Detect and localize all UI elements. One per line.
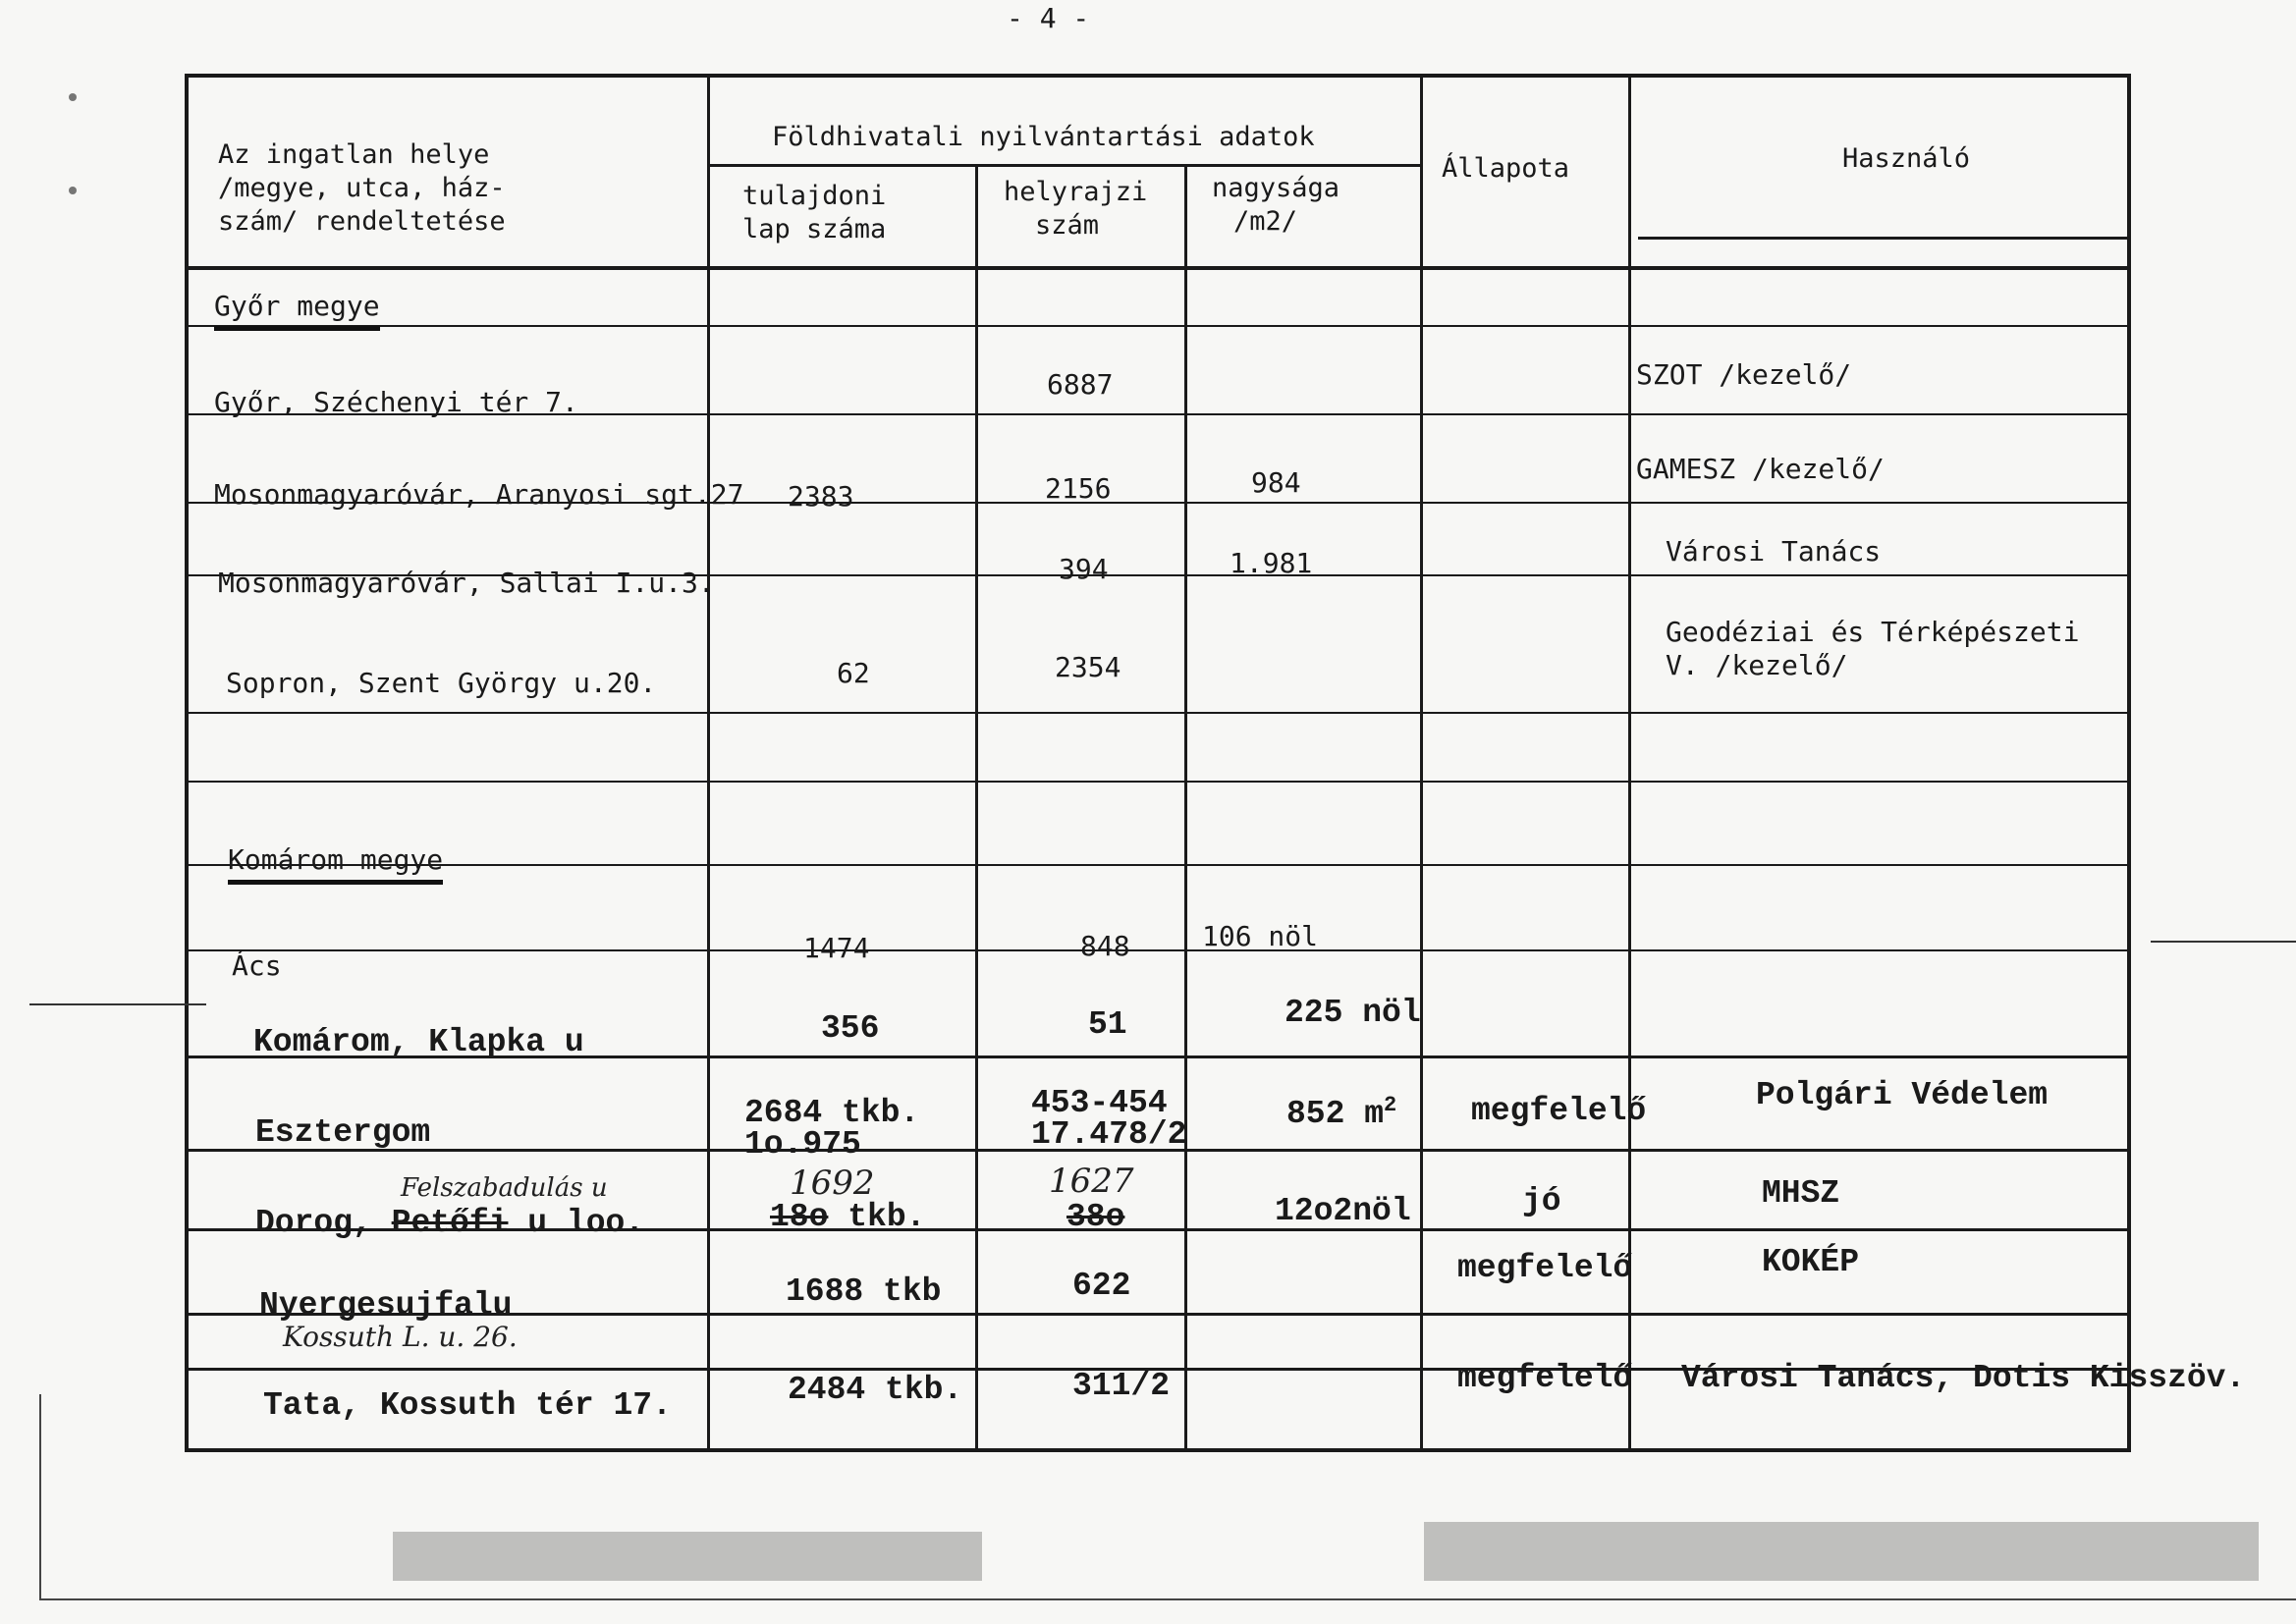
row-location-suffix: u loo.: [527, 1205, 645, 1241]
punch-hole-mark: [69, 187, 77, 194]
scan-edge-line: [29, 1003, 206, 1005]
row-lot-handwritten: 1627: [1049, 1162, 1134, 1201]
row-lot: 51: [1088, 1006, 1127, 1043]
row-location: Győr, Széchenyi tér 7.: [214, 386, 578, 418]
row-location-handwritten: Kossuth L. u. 26.: [283, 1321, 518, 1353]
header-ownership-sheet-2: lap száma: [742, 214, 887, 244]
header-lot-number-2: szám: [1035, 210, 1100, 241]
row-lot: 311/2: [1072, 1368, 1171, 1404]
page-number: - 4 -: [1007, 2, 1090, 34]
header-ownership-sheet-1: tulajdoni: [742, 181, 887, 211]
row-condition: megfelelő: [1457, 1360, 1633, 1396]
row-location: Nyergesujfalu: [259, 1287, 513, 1324]
land-registry-subrule: [707, 164, 1420, 167]
table-left-border: [185, 74, 189, 1452]
row-sheet: 1474: [803, 932, 870, 964]
row-user: GAMESZ /kezelő/: [1636, 453, 1885, 485]
row-lot: 2354: [1055, 651, 1121, 683]
row-size: 225 nöl: [1285, 995, 1421, 1031]
row-size: [1286, 1093, 1396, 1132]
row-sheet-line2: 1o.975: [744, 1126, 861, 1163]
row-user: Városi Tanács, Dotis Kisszöv.: [1681, 1360, 2246, 1396]
header-size-1: nagysága: [1212, 173, 1340, 203]
row-condition: jó: [1522, 1183, 1561, 1219]
header-user: Használó: [1842, 143, 1971, 174]
header-location-line2: /megye, utca, ház-: [218, 173, 506, 203]
row-user-line1: Geodéziai és Térképészeti: [1666, 616, 2080, 648]
header-bottom-rule: [185, 266, 2131, 270]
row-lot-struck: 38o: [1066, 1199, 1125, 1235]
header-location-line1: Az ingatlan helye: [218, 139, 490, 170]
scan-frame-bottom: [39, 1598, 2296, 1600]
row-size: 984: [1251, 466, 1301, 499]
header-bottom-rule-2: [1638, 237, 2131, 240]
row-sheet: [770, 1199, 925, 1235]
row-user: Városi Tanács: [1666, 535, 1882, 568]
row-location-struck: Petőfi: [391, 1205, 509, 1241]
row-size: 106 nöl: [1202, 920, 1319, 952]
row-location: Tata, Kossuth tér 17.: [263, 1387, 672, 1424]
row-rule: [185, 781, 2131, 783]
row-size-value: 852 m: [1286, 1096, 1385, 1132]
scan-noise: [393, 1532, 982, 1581]
row-user: KOKÉP: [1762, 1244, 1860, 1280]
row-rule: [185, 325, 2131, 327]
row-condition: megfelelő: [1457, 1250, 1633, 1286]
table-top-border: [185, 74, 2131, 78]
col-rule: [1628, 74, 1631, 1452]
property-table: [185, 74, 2246, 1452]
scan-edge-line: [2151, 941, 2296, 943]
section-gyor: Győr megye: [214, 290, 380, 331]
row-size: 1.981: [1230, 547, 1313, 579]
row-lot: 622: [1072, 1268, 1131, 1304]
row-size: 12o2nöl: [1275, 1193, 1411, 1229]
header-land-registry: Földhivatali nyilvántartási adatok: [772, 122, 1315, 152]
row-lot: 2156: [1045, 472, 1112, 505]
row-lot: 6887: [1047, 368, 1114, 401]
row-sheet-struck: 18o: [770, 1199, 829, 1235]
row-sheet: 356: [821, 1010, 880, 1047]
row-rule: [185, 949, 2131, 951]
col-rule: [707, 74, 710, 1452]
table-bottom-border: [185, 1448, 2131, 1452]
row-user-line2: V. /kezelő/: [1666, 649, 1848, 681]
section-komarom: Komárom megye: [228, 843, 443, 885]
header-lot-number-1: helyrajzi: [1004, 177, 1148, 207]
row-lot-line1: 453-454: [1031, 1085, 1168, 1121]
row-location-handwritten: Felszabadulás u: [401, 1173, 608, 1203]
row-sheet-suffix: tkb.: [847, 1199, 926, 1235]
header-size-2: /m2/: [1233, 206, 1298, 237]
row-sheet: 62: [837, 657, 870, 689]
row-user: Polgári Védelem: [1756, 1077, 2049, 1113]
row-sheet: 2383: [788, 480, 854, 513]
punch-hole-mark: [69, 93, 77, 101]
row-user: SZOT /kezelő/: [1636, 358, 1852, 391]
row-user: MHSZ: [1762, 1175, 1840, 1212]
header-location-line3: szám/ rendeltetése: [218, 206, 506, 237]
row-sheet-handwritten: 1692: [790, 1164, 875, 1203]
row-location: Ács: [232, 949, 282, 982]
row-location: Mosonmagyaróvár, Sallai I.u.3.: [218, 567, 715, 599]
scan-frame-left: [39, 1394, 41, 1600]
row-location: Komárom, Klapka u: [253, 1024, 584, 1060]
col-rule: [975, 167, 978, 1452]
row-lot-line2: 17.478/2: [1031, 1116, 1187, 1153]
row-rule: [185, 864, 2131, 866]
row-sheet: 2484 tkb.: [788, 1372, 963, 1408]
row-sheet-line1: 2684 tkb.: [744, 1095, 920, 1131]
row-location: Mosonmagyaróvár, Aranyosi sgt.27: [214, 478, 744, 511]
row-location: [255, 1205, 644, 1241]
header-condition: Állapota: [1442, 153, 1570, 184]
scan-noise: [1424, 1522, 2259, 1581]
row-location: Esztergom: [255, 1114, 431, 1151]
col-rule: [1184, 167, 1187, 1452]
row-rule: [185, 712, 2131, 714]
row-condition: megfelelő: [1471, 1093, 1647, 1129]
row-lot: 394: [1059, 553, 1109, 585]
row-sheet: 1688 tkb: [786, 1273, 942, 1310]
row-lot: 848: [1080, 930, 1130, 962]
row-location: Sopron, Szent György u.20.: [226, 667, 657, 699]
col-rule: [1420, 74, 1423, 1452]
table-right-border: [2127, 74, 2131, 1452]
row-size-superscript: 2: [1384, 1093, 1397, 1117]
row-location-prefix: Dorog,: [255, 1205, 372, 1241]
